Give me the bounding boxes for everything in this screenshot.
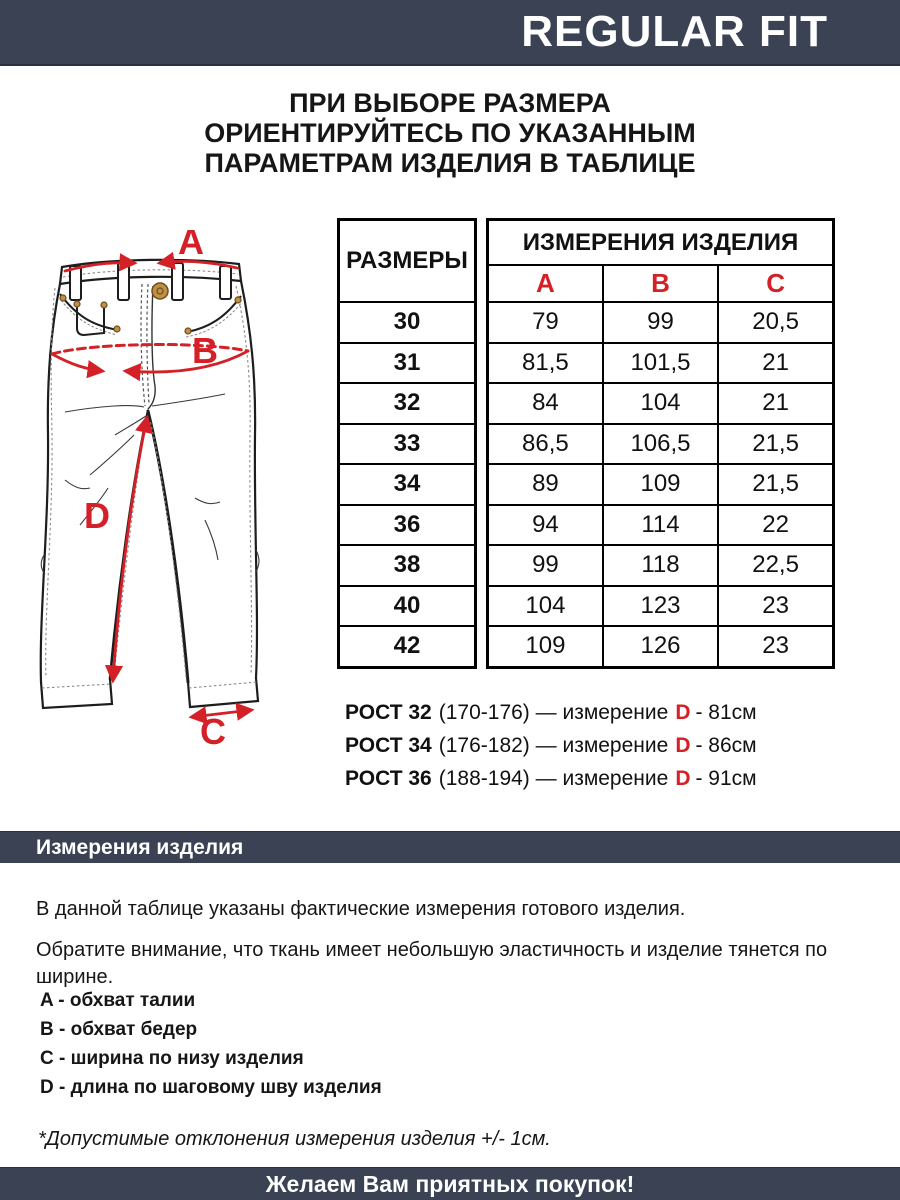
intro-line: ПРИ ВЫБОРЕ РАЗМЕРА — [289, 88, 611, 118]
value-cell: 114 — [603, 505, 718, 546]
value-cell: 99 — [488, 545, 603, 586]
value-cell: 23 — [718, 626, 833, 667]
legend-item: D - длина по шаговому шву изделия — [40, 1077, 382, 1098]
size-cell: 30 — [339, 302, 476, 343]
label-a: A — [178, 230, 204, 262]
rost-value: - 91см — [695, 767, 757, 790]
table-row — [339, 424, 476, 465]
table-row — [339, 586, 476, 627]
value-cell: 21,5 — [718, 424, 833, 465]
size-cell: 40 — [339, 586, 476, 627]
rost-range: (170-176) — измерение — [438, 701, 669, 724]
table-row — [488, 464, 834, 505]
table-row — [488, 505, 834, 546]
value-cell: 86,5 — [488, 424, 603, 465]
value-cell: 21 — [718, 343, 833, 384]
rost-value: - 86см — [695, 734, 757, 757]
legend-item: A - обхват талии — [40, 990, 196, 1011]
value-cell: 109 — [488, 626, 603, 667]
size-cell: 31 — [339, 343, 476, 384]
size-cell: 34 — [339, 464, 476, 505]
value-cell: 22,5 — [718, 545, 833, 586]
table-row — [488, 265, 834, 302]
jeans-technical-drawing-icon — [20, 230, 330, 750]
size-cell: 32 — [339, 383, 476, 424]
value-cell: 104 — [488, 586, 603, 627]
table-row — [488, 302, 834, 343]
rost-line — [345, 729, 757, 762]
value-cell: 21,5 — [718, 464, 833, 505]
label-b: B — [192, 330, 218, 371]
size-cell: 36 — [339, 505, 476, 546]
hip-ellipse-dashed — [52, 345, 248, 354]
value-cell: 84 — [488, 383, 603, 424]
value-cell: 99 — [603, 302, 718, 343]
jeans-diagram — [20, 230, 330, 750]
column-b-header: B — [603, 265, 718, 302]
value-cell: 109 — [603, 464, 718, 505]
jeans-button — [152, 283, 168, 299]
value-cell: 126 — [603, 626, 718, 667]
rost-range: (188-194) — измерение — [438, 767, 669, 790]
hip-arrow-left — [52, 354, 102, 371]
rost-label: РОСТ 32 — [345, 701, 432, 724]
rost-range: (176-182) — измерение — [438, 734, 669, 757]
belt-loops — [70, 263, 231, 300]
fit-type-title: REGULAR FIT — [521, 7, 828, 56]
value-cell: 94 — [488, 505, 603, 546]
measurements-table — [486, 218, 835, 669]
intro-heading — [0, 88, 900, 178]
stitch-lines — [42, 270, 257, 688]
hip-arrow-right — [126, 351, 248, 372]
intro-line: ОРИЕНТИРУЙТЕСЬ ПО УКАЗАННЫМ — [204, 118, 696, 148]
value-cell: 118 — [603, 545, 718, 586]
value-cell: 101,5 — [603, 343, 718, 384]
table-row — [488, 626, 834, 667]
size-cell: 38 — [339, 545, 476, 586]
measurement-legend — [40, 986, 382, 1102]
table-row — [339, 383, 476, 424]
section-title: Измерения изделия — [36, 836, 244, 859]
value-cell: 123 — [603, 586, 718, 627]
value-cell: 22 — [718, 505, 833, 546]
header-bar — [0, 0, 900, 66]
rost-line — [345, 762, 757, 795]
size-cell: 42 — [339, 626, 476, 667]
table-row — [339, 343, 476, 384]
value-cell: 79 — [488, 302, 603, 343]
measurements-header-cell: ИЗМЕРЕНИЯ ИЗДЕЛИЯ — [488, 220, 834, 266]
fly-seam — [148, 286, 155, 409]
value-cell: 89 — [488, 464, 603, 505]
table-row — [339, 505, 476, 546]
footer-bar — [0, 1167, 900, 1200]
rost-label: РОСТ 34 — [345, 734, 432, 757]
jeans-outline — [41, 260, 258, 708]
size-cell: 33 — [339, 424, 476, 465]
rost-line — [345, 696, 757, 729]
rost-value: - 81см — [695, 701, 757, 724]
sizes-table — [337, 218, 477, 669]
column-a-header: A — [488, 265, 603, 302]
value-cell: 104 — [603, 383, 718, 424]
value-cell: 20,5 — [718, 302, 833, 343]
table-row — [339, 302, 476, 343]
sizes-header-cell: РАЗМЕРЫ — [339, 220, 476, 303]
rivets — [60, 295, 241, 334]
label-c: C — [200, 711, 226, 750]
table-row — [488, 586, 834, 627]
table-row — [488, 424, 834, 465]
rost-letter: D — [675, 734, 691, 757]
intro-line: ПАРАМЕТРАМ ИЗДЕЛИЯ В ТАБЛИЦЕ — [204, 148, 696, 178]
rost-label: РОСТ 36 — [345, 767, 432, 790]
label-d: D — [84, 495, 110, 536]
tolerance-note: *Допустимые отклонения измерения изделия +/- 1см. — [38, 1128, 551, 1150]
rost-letter: D — [675, 701, 691, 724]
value-cell: 23 — [718, 586, 833, 627]
table-row — [339, 220, 476, 303]
table-row — [488, 220, 834, 266]
value-cell: 106,5 — [603, 424, 718, 465]
legend-item: C - ширина по низу изделия — [40, 1048, 304, 1069]
column-c-header: C — [718, 265, 833, 302]
table-row — [339, 545, 476, 586]
table-row — [488, 545, 834, 586]
table-row — [339, 626, 476, 667]
rost-letter: D — [675, 767, 691, 790]
table-row — [339, 464, 476, 505]
footer-message: Желаем Вам приятных покупок! — [265, 1171, 635, 1197]
table-row — [488, 343, 834, 384]
table-row — [488, 383, 834, 424]
legend-item: B - обхват бедер — [40, 1019, 198, 1040]
value-cell: 21 — [718, 383, 833, 424]
section-band — [0, 831, 900, 863]
rost-info — [345, 696, 757, 795]
description-paragraph: В данной таблице указаны фактические измерения готового изделия. — [36, 898, 686, 920]
value-cell: 81,5 — [488, 343, 603, 384]
description-paragraph: Обратите внимание, что ткань имеет небольшую эластичность и изделие тянется по ширине. — [36, 939, 828, 988]
